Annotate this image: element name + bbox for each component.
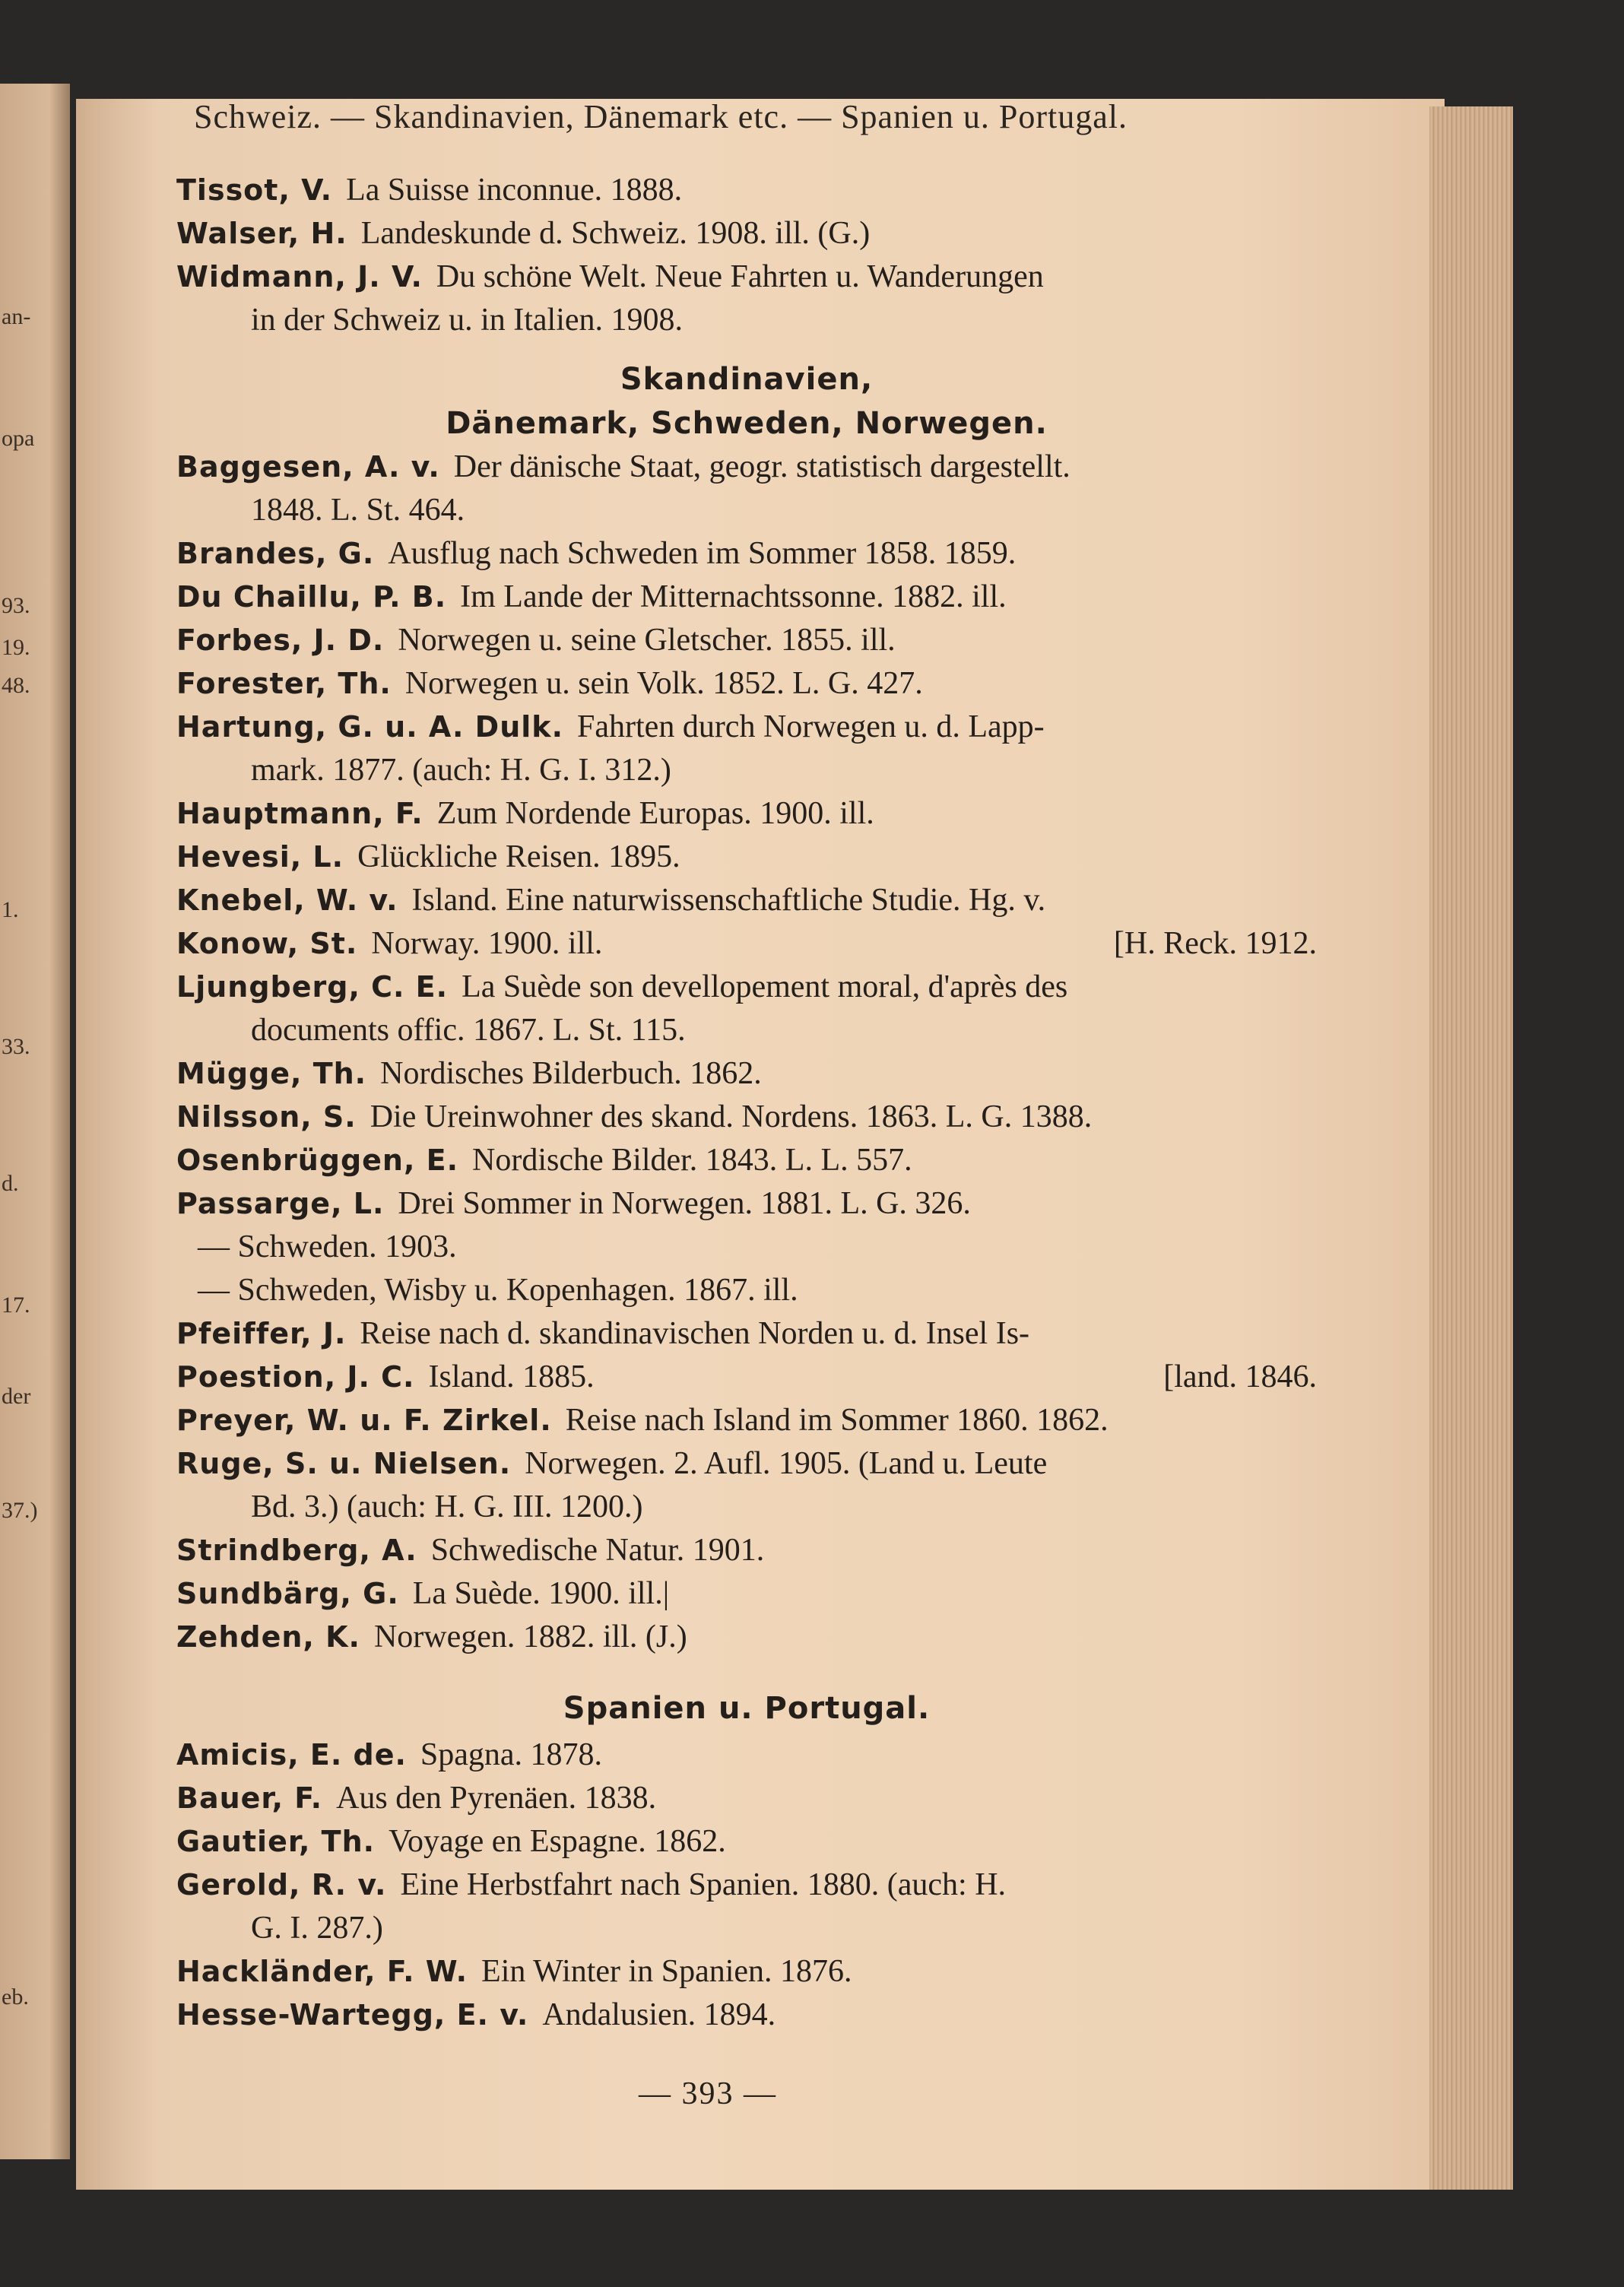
entry-title: La Suède son devellopement moral, d'après des [462, 969, 1068, 1004]
entry-title: Schwedische Natur. 1901. [430, 1533, 765, 1568]
entry-continuation: in der Schweiz u. in Italien. 1908. [251, 303, 684, 338]
entry-author: Nilsson, S. [176, 1100, 357, 1134]
running-head: Schweiz. — Skandinavien, Dänemark etc. — Spanien u. Portugal. [194, 98, 1128, 135]
entry-author: Forester, Th. [176, 667, 392, 700]
entry-author: Knebel, W. v. [176, 883, 398, 917]
entry-title: Zum Nordende Europas. 1900. ill. [436, 796, 874, 831]
bibliography-entry [176, 836, 1317, 879]
entry-title: Island. 1885. [428, 1359, 595, 1394]
bibliography-entry [176, 1269, 1317, 1312]
bibliography-entry [176, 532, 1317, 576]
entry-title: Andalusien. 1894. [542, 1997, 776, 2032]
bibliography-entry [176, 1572, 1317, 1616]
bibliography-entry [176, 169, 1317, 212]
entry-title: Nordische Bilder. 1843. L. L. 557. [472, 1143, 912, 1178]
entry-author: Gautier, Th. [176, 1825, 376, 1858]
entry-title: Die Ureinwohner des skand. Nordens. 1863. L. G. 1388. [370, 1099, 1093, 1134]
entry-carryover: [land. 1846. [1163, 1359, 1317, 1394]
entry-continuation: G. I. 287.) [251, 1911, 383, 1946]
entry-title: Norwegen. 1882. ill. (J.) [373, 1619, 687, 1654]
entry-title: La Suisse inconnue. 1888. [346, 173, 683, 208]
margin-fragment: 33. [2, 1034, 30, 1059]
bibliography-entry [176, 1399, 1317, 1442]
margin-fragment: 19. [2, 635, 30, 660]
bibliography-entry [176, 879, 1317, 922]
entry-carryover: [H. Reck. 1912. [1113, 926, 1317, 961]
entry-title: Reise nach d. skandinavischen Norden u. d. Insel Is- [360, 1316, 1030, 1351]
entry-title: Ein Winter in Spanien. 1876. [481, 1954, 852, 1989]
spanien-entries [176, 1733, 1317, 2037]
entry-continuation: documents offic. 1867. L. St. 115. [251, 1013, 686, 1048]
entry-author: Amicis, E. de. [176, 1738, 407, 1772]
page-number: — 393 — [639, 2076, 777, 2111]
entry-author: Poestion, J. C. [176, 1360, 415, 1394]
skandinavien-entries [176, 446, 1317, 1659]
entry-continuation: Bd. 3.) (auch: H. G. III. 1200.) [251, 1489, 643, 1524]
bibliography-entry [176, 446, 1317, 532]
margin-fragment: 93. [2, 593, 30, 618]
entry-author: Du Chaillu, P. B. [176, 580, 447, 614]
entry-author: Hevesi, L. [176, 840, 344, 874]
bibliography-entry [176, 1096, 1317, 1139]
entry-author: Forbes, J. D. [176, 623, 385, 657]
bibliography-entry [176, 1950, 1317, 1994]
entry-author: Tissot, V. [176, 173, 333, 207]
left-page-edge [0, 84, 70, 2159]
entry-author: Hesse-Wartegg, E. v. [176, 1998, 529, 2032]
entry-author: Walser, H. [176, 217, 347, 250]
bibliography-entry [176, 1356, 1317, 1399]
entry-author: Strindberg, A. [176, 1534, 417, 1567]
bibliography-entry [176, 922, 1317, 966]
entry-title: Du schöne Welt. Neue Fahrten u. Wanderungen [436, 259, 1044, 294]
margin-fragment: der [2, 1384, 31, 1409]
entry-title: Drei Sommer in Norwegen. 1881. L. G. 326. [398, 1186, 971, 1221]
entry-title: Der dänische Staat, geogr. statistisch dargestellt. [453, 449, 1071, 484]
entry-title: Im Lande der Mitternachtssonne. 1882. ill. [460, 579, 1007, 614]
bibliography-entry [176, 255, 1317, 342]
entry-title: Voyage en Espagne. 1862. [389, 1824, 726, 1859]
entry-author: Pfeiffer, J. [176, 1317, 347, 1350]
entry-title: Norway. 1900. ill. [371, 926, 603, 961]
entry-author: Ruge, S. u. Nielsen. [176, 1447, 512, 1480]
entry-title: Island. Eine naturwissenschaftliche Studie. Hg. v. [411, 883, 1046, 918]
entry-author: Ljungberg, C. E. [176, 970, 449, 1004]
entry-title: Spagna. 1878. [420, 1737, 603, 1772]
bibliography-content [176, 169, 1317, 2037]
entry-title: Fahrten durch Norwegen u. d. Lapp- [577, 709, 1045, 744]
entry-author: Brandes, G. [176, 537, 375, 570]
entry-author: Passarge, L. [176, 1187, 385, 1220]
margin-fragment: 37.) [2, 1498, 38, 1523]
entry-author: Hartung, G. u. A. Dulk. [176, 710, 564, 744]
bibliography-entry [176, 792, 1317, 836]
entry-title: Eine Herbstfahrt nach Spanien. 1880. (auch: H. [400, 1867, 1007, 1902]
bibliography-entry [176, 1442, 1317, 1529]
margin-fragment: opa [2, 426, 35, 451]
entry-author: Preyer, W. u. F. Zirkel. [176, 1404, 552, 1437]
margin-fragment: d. [2, 1171, 19, 1196]
bibliography-entry [176, 1529, 1317, 1572]
bibliography-entry [176, 1994, 1317, 2037]
entry-author: Hackländer, F. W. [176, 1955, 468, 1988]
entry-title: Norwegen u. seine Gletscher. 1855. ill. [398, 623, 896, 658]
bibliography-entry [176, 576, 1317, 619]
section-heading-skandinavien-sub: Dänemark, Schweden, Norwegen. [446, 406, 1048, 441]
entry-title: Aus den Pyrenäen. 1838. [336, 1781, 657, 1816]
page-stack-edge [1429, 106, 1513, 2190]
bibliography-entry [176, 1052, 1317, 1096]
entry-title: Norwegen u. sein Volk. 1852. L. G. 427. [404, 666, 923, 701]
bibliography-entry [176, 212, 1317, 255]
schweiz-entries [176, 169, 1317, 342]
entry-author: Hauptmann, F. [176, 797, 423, 830]
entry-title: Ausflug nach Schweden im Sommer 1858. 1859. [388, 536, 1017, 571]
bibliography-entry [176, 1820, 1317, 1864]
margin-fragment: 17. [2, 1293, 30, 1318]
entry-continuation: mark. 1877. (auch: H. G. I. 312.) [251, 753, 671, 788]
entry-title: La Suède. 1900. ill.| [412, 1576, 670, 1611]
margin-fragment: eb. [2, 1984, 29, 2009]
bibliography-entry [176, 619, 1317, 662]
entry-author: Osenbrüggen, E. [176, 1144, 459, 1177]
bibliography-entry [176, 1312, 1317, 1356]
bibliography-entry [176, 966, 1317, 1052]
bibliography-entry [176, 1777, 1317, 1820]
margin-fragment: an- [2, 304, 31, 329]
entry-author: Baggesen, A. v. [176, 450, 440, 484]
section-heading-spanien: Spanien u. Portugal. [563, 1691, 931, 1726]
bibliography-entry [176, 662, 1317, 706]
entry-author: Konow, St. [176, 927, 358, 960]
entry-continuation: 1848. L. St. 464. [251, 493, 465, 528]
entry-title: Norwegen. 2. Aufl. 1905. (Land u. Leute [525, 1446, 1048, 1481]
bibliography-entry [176, 1733, 1317, 1777]
entry-title: Nordisches Bilderbuch. 1862. [380, 1056, 762, 1091]
entry-continuation-title: — Schweden. 1903. [198, 1229, 457, 1264]
bibliography-entry [176, 1616, 1317, 1659]
bibliography-entry [176, 706, 1317, 792]
entry-title: Landeskunde d. Schweiz. 1908. ill. (G.) [360, 216, 871, 251]
margin-fragment: 1. [2, 897, 19, 922]
entry-author: Zehden, K. [176, 1620, 360, 1654]
entry-author: Gerold, R. v. [176, 1868, 387, 1902]
entry-author: Widmann, J. V. [176, 260, 423, 293]
entry-continuation-title: — Schweden, Wisby u. Kopenhagen. 1867. ill. [198, 1273, 798, 1308]
bibliography-entry [176, 1864, 1317, 1950]
entry-author: Mügge, Th. [176, 1057, 367, 1090]
entry-author: Bauer, F. [176, 1781, 323, 1815]
entry-author: Sundbärg, G. [176, 1577, 399, 1610]
bibliography-entry [176, 1226, 1317, 1269]
bibliography-entry [176, 1139, 1317, 1182]
bibliography-entry [176, 1182, 1317, 1226]
entry-title: Reise nach Island im Sommer 1860. 1862. [565, 1403, 1109, 1438]
section-heading-skandinavien: Skandinavien, [620, 362, 874, 397]
margin-fragment: 48. [2, 673, 30, 698]
entry-title: Glückliche Reisen. 1895. [357, 839, 680, 874]
